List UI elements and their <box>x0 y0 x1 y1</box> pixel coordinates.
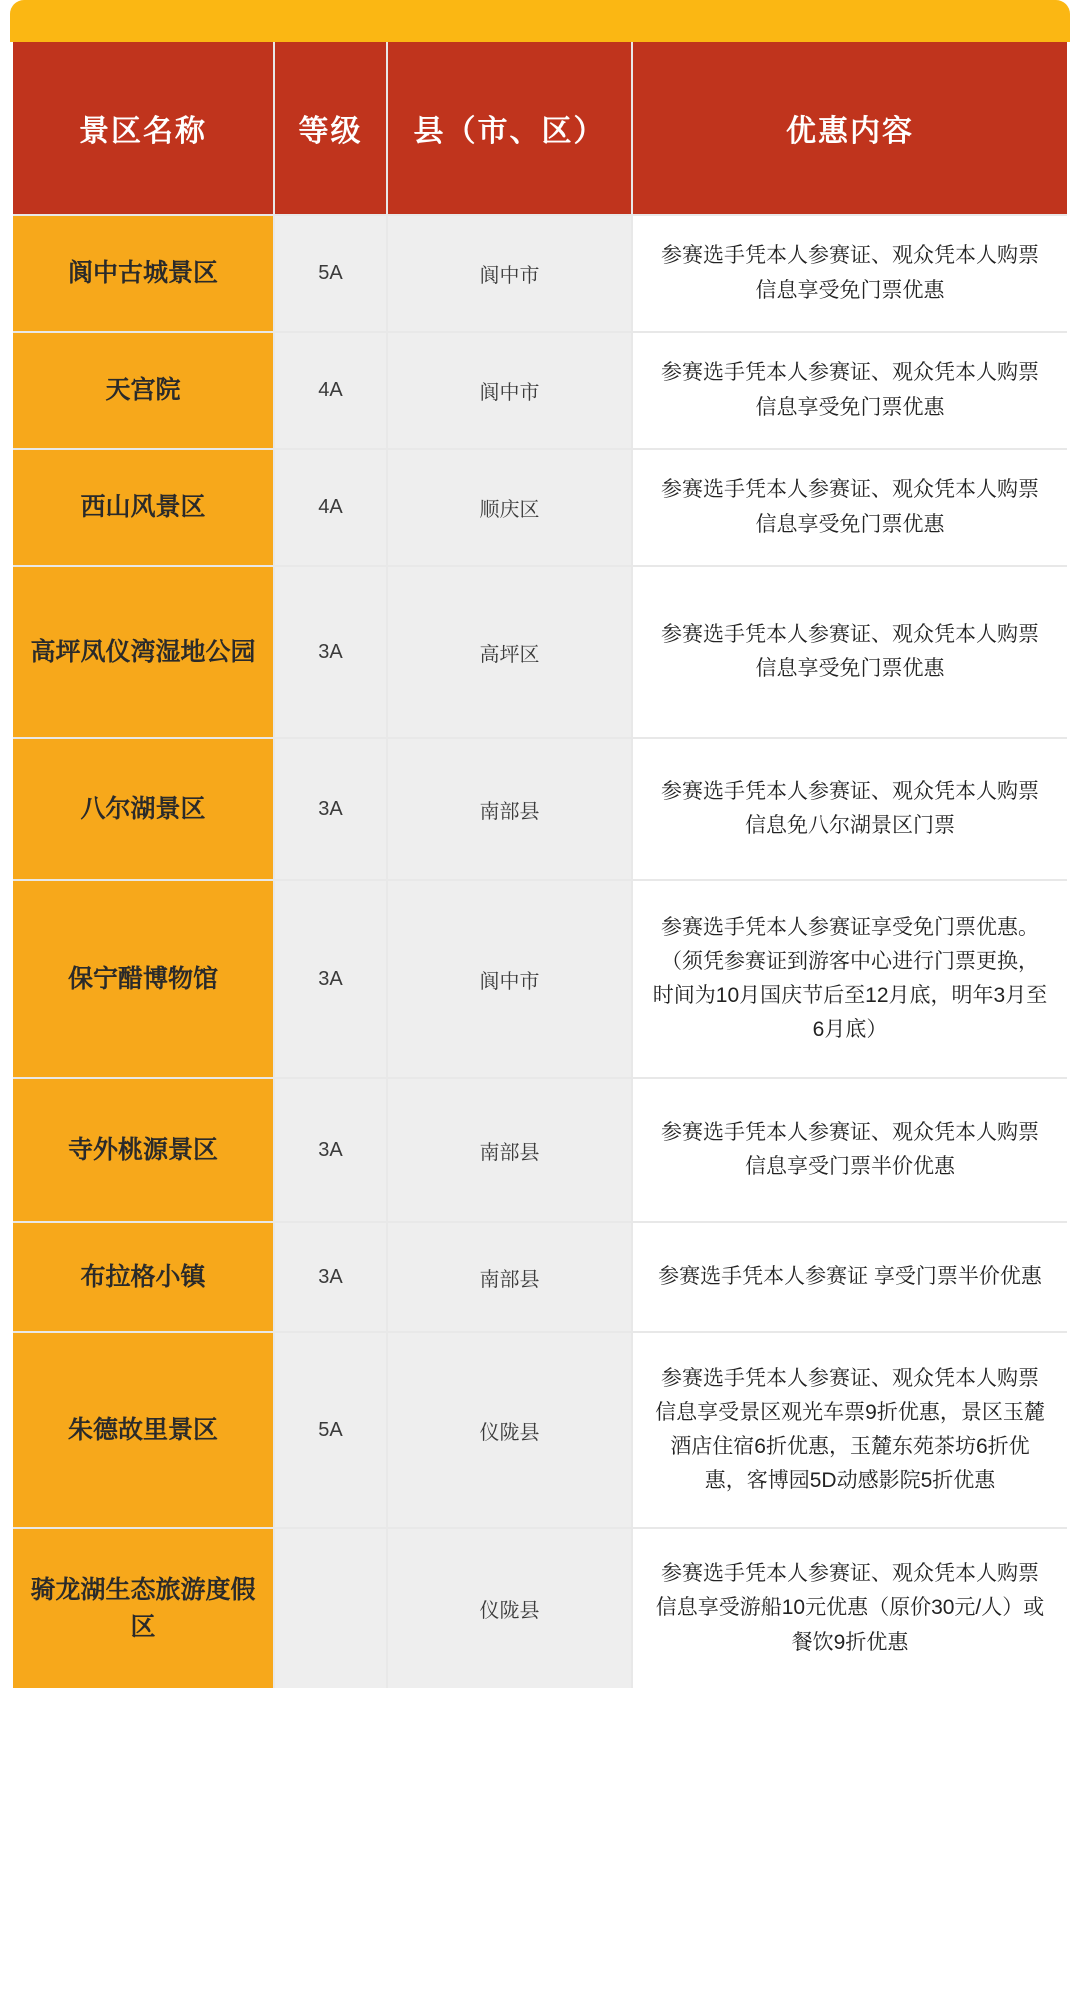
cell-county: 仪陇县 <box>387 1332 632 1528</box>
table-row <box>13 1528 1067 1688</box>
cell-county: 顺庆区 <box>387 449 632 566</box>
cell-benefit: 参赛选手凭本人参赛证、观众凭本人购票信息享受门票半价优惠 <box>632 1078 1067 1222</box>
cell-scenic-name: 朱德故里景区 <box>13 1332 274 1528</box>
cell-level: 3A <box>274 566 387 738</box>
cell-county: 南部县 <box>387 1078 632 1222</box>
cell-county: 南部县 <box>387 738 632 880</box>
cell-scenic-name: 天宫院 <box>13 332 274 449</box>
table-header-row <box>13 42 1067 215</box>
scenic-spot-benefits-table <box>13 42 1067 1688</box>
cell-benefit: 参赛选手凭本人参赛证、观众凭本人购票信息免八尔湖景区门票 <box>632 738 1067 880</box>
column-header-county: 县（市、区） <box>387 42 632 215</box>
cell-benefit: 参赛选手凭本人参赛证、观众凭本人购票信息享受免门票优惠 <box>632 215 1067 332</box>
table-row <box>13 738 1067 880</box>
cell-level: 3A <box>274 1078 387 1222</box>
cell-scenic-name: 布拉格小镇 <box>13 1222 274 1332</box>
cell-benefit: 参赛选手凭本人参赛证、观众凭本人购票信息享受免门票优惠 <box>632 566 1067 738</box>
cell-level: 5A <box>274 1332 387 1528</box>
cell-scenic-name: 西山风景区 <box>13 449 274 566</box>
cell-benefit: 参赛选手凭本人参赛证、观众凭本人购票信息享受景区观光车票9折优惠，景区玉麓酒店住宿6折优惠，玉麓东苑茶坊6折优惠，客博园5D动感影院5折优惠 <box>632 1332 1067 1528</box>
table-body <box>13 215 1067 1688</box>
cell-county: 高坪区 <box>387 566 632 738</box>
table-row <box>13 880 1067 1078</box>
table-row <box>13 215 1067 332</box>
cell-benefit: 参赛选手凭本人参赛证享受免门票优惠。（须凭参赛证到游客中心进行门票更换，时间为10月国庆节后至12月底，明年3月至6月底） <box>632 880 1067 1078</box>
cell-county: 阆中市 <box>387 215 632 332</box>
cell-level: 3A <box>274 880 387 1078</box>
cell-scenic-name: 八尔湖景区 <box>13 738 274 880</box>
table-row <box>13 332 1067 449</box>
cell-level: 4A <box>274 449 387 566</box>
cell-benefit: 参赛选手凭本人参赛证 享受门票半价优惠 <box>632 1222 1067 1332</box>
cell-benefit: 参赛选手凭本人参赛证、观众凭本人购票信息享受游船10元优惠（原价30元/人）或餐饮9折优惠 <box>632 1528 1067 1688</box>
cell-level: 5A <box>274 215 387 332</box>
cell-scenic-name: 骑龙湖生态旅游度假区 <box>13 1528 274 1688</box>
table-row <box>13 1078 1067 1222</box>
cell-county: 阆中市 <box>387 332 632 449</box>
column-header-benefit: 优惠内容 <box>632 42 1067 215</box>
cell-benefit: 参赛选手凭本人参赛证、观众凭本人购票信息享受免门票优惠 <box>632 449 1067 566</box>
cell-level: 3A <box>274 738 387 880</box>
cell-scenic-name: 高坪凤仪湾湿地公园 <box>13 566 274 738</box>
top-banner <box>10 0 1070 42</box>
cell-scenic-name: 阆中古城景区 <box>13 215 274 332</box>
table-row <box>13 449 1067 566</box>
cell-level: 4A <box>274 332 387 449</box>
cell-benefit: 参赛选手凭本人参赛证、观众凭本人购票信息享受免门票优惠 <box>632 332 1067 449</box>
cell-county: 仪陇县 <box>387 1528 632 1688</box>
cell-scenic-name: 寺外桃源景区 <box>13 1078 274 1222</box>
table-row <box>13 1222 1067 1332</box>
cell-level: 3A <box>274 1222 387 1332</box>
cell-county: 南部县 <box>387 1222 632 1332</box>
table-header <box>13 42 1067 215</box>
cell-county: 阆中市 <box>387 880 632 1078</box>
cell-scenic-name: 保宁醋博物馆 <box>13 880 274 1078</box>
table-row <box>13 566 1067 738</box>
cell-level <box>274 1528 387 1688</box>
column-header-level: 等级 <box>274 42 387 215</box>
column-header-name: 景区名称 <box>13 42 274 215</box>
table-row <box>13 1332 1067 1528</box>
